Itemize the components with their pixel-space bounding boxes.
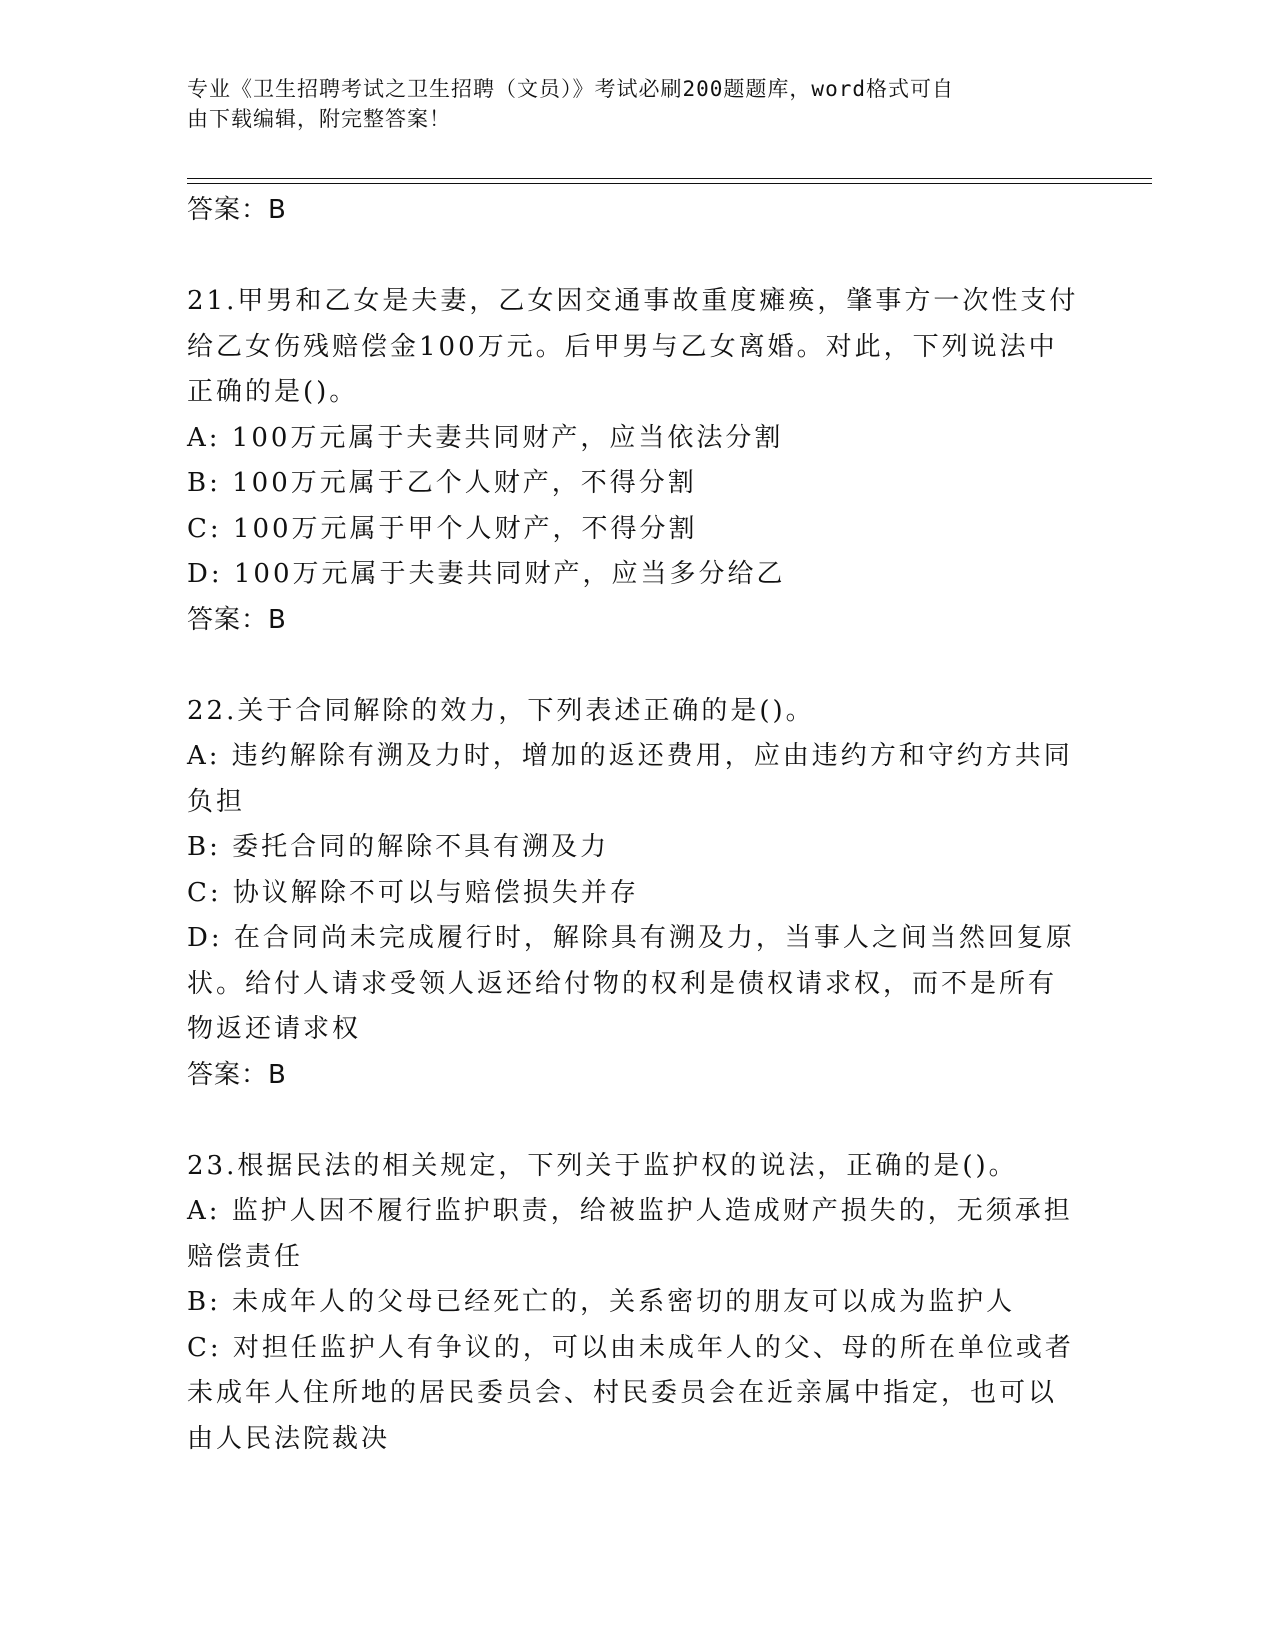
option-d-continued: 状。给付人请求受领人返还给付物的权利是债权请求权，而不是所有 <box>187 968 1058 999</box>
question-stem-line: 23.根据民法的相关规定，下列关于监护权的说法，正确的是()。 <box>187 1150 1018 1181</box>
header-divider <box>187 178 1152 179</box>
option-b: B: 100万元属于乙个人财产，不得分割 <box>187 468 697 498</box>
document-header <box>187 74 1067 134</box>
question-23 <box>187 1144 1077 1463</box>
question-stem-line: 给乙女伤残赔偿金100万元。后甲男与乙女离婚。对此，下列说法中 <box>187 331 1058 362</box>
option-b: B: 委托合同的解除不具有溯及力 <box>187 832 610 862</box>
option-b: B: 未成年人的父母已经死亡的，关系密切的朋友可以成为监护人 <box>187 1287 1016 1317</box>
question-stem-line: 21.甲男和乙女是夫妻，乙女因交通事故重度瘫痪，肇事方一次性支付 <box>187 286 1079 316</box>
option-d-continued: 物返还请求权 <box>187 1014 362 1044</box>
answer-line: 答案：B <box>187 195 287 225</box>
option-c: C: 100万元属于甲个人财产，不得分割 <box>187 513 698 544</box>
option-d: D: 在合同尚未完成履行时，解除具有溯及力，当事人之间当然回复原 <box>187 923 1075 953</box>
option-c-continued: 由人民法院裁决 <box>187 1423 391 1454</box>
option-c: C: 协议解除不可以与赔偿损失并存 <box>187 877 639 908</box>
question-list <box>187 188 1077 1462</box>
answer-line: 答案：B <box>187 604 287 635</box>
option-c-continued: 未成年人住所地的居民委员会、村民委员会在近亲属中指定，也可以 <box>187 1378 1058 1408</box>
question-22 <box>187 689 1077 1099</box>
option-a: A: 违约解除有溯及力时，增加的返还费用，应由违约方和守约方共同 <box>187 741 1073 771</box>
option-c: C: 对担任监护人有争议的，可以由未成年人的父、母的所在单位或者 <box>187 1332 1074 1363</box>
header-divider <box>187 183 1152 184</box>
option-a-continued: 赔偿责任 <box>187 1241 304 1272</box>
option-a: A: 监护人因不履行监护职责，给被监护人造成财产损失的，无须承担 <box>187 1196 1073 1226</box>
header-line: 专业《卫生招聘考试之卫生招聘（文员）》考试必刷200题题库，word格式可自 <box>187 77 954 101</box>
option-a: A: 100万元属于夫妻共同财产，应当依法分割 <box>187 422 784 453</box>
option-d: D: 100万元属于夫妻共同财产，应当多分给乙 <box>187 559 786 589</box>
answer-line: 答案：B <box>187 1059 287 1090</box>
question-stem-line: 22.关于合同解除的效力，下列表述正确的是()。 <box>187 695 815 726</box>
header-line: 由下载编辑，附完整答案！ <box>187 107 451 131</box>
option-a-continued: 负担 <box>187 786 246 817</box>
question-stem-line: 正确的是()。 <box>187 377 359 407</box>
question-21 <box>187 279 1077 643</box>
